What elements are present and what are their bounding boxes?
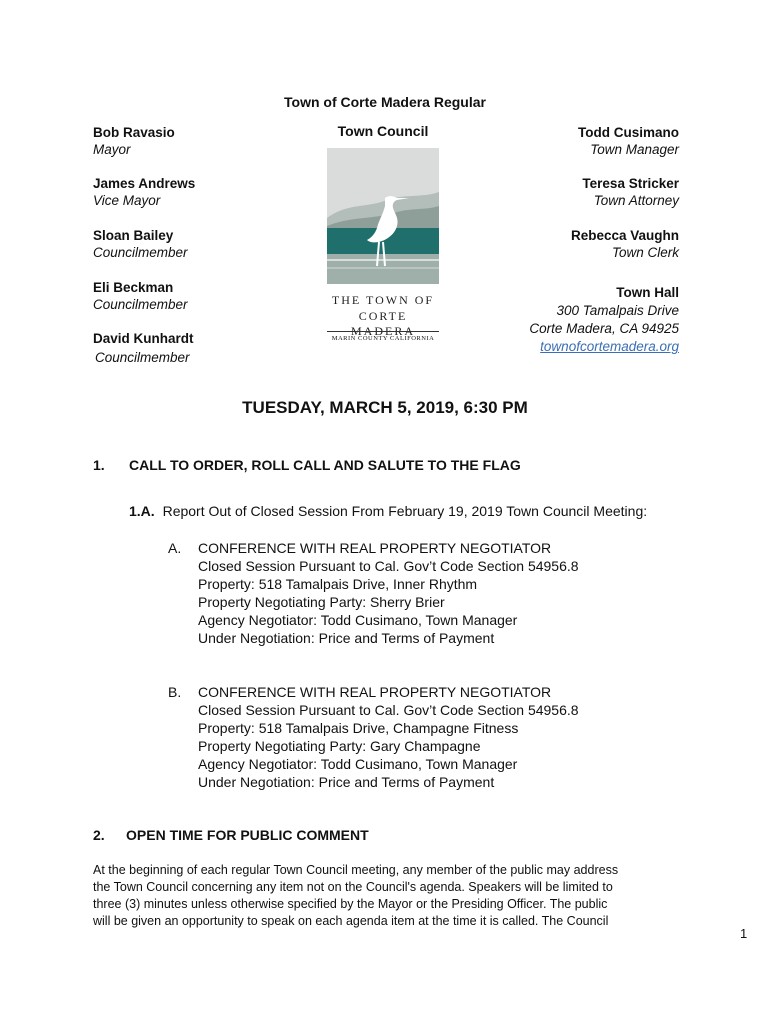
official-role: Councilmember (93, 297, 188, 312)
subitem-line: CONFERENCE WITH REAL PROPERTY NEGOTIATOR (198, 540, 552, 556)
subitem-letter: A. (168, 540, 182, 556)
official-role: Mayor (93, 142, 131, 157)
official-town-clerk (571, 228, 679, 260)
section-number: 2. (93, 827, 105, 843)
official-role: Councilmember (93, 245, 188, 260)
paragraph-line: will be given an opportunity to speak on each agenda item at the time it is called. The Council (93, 914, 609, 928)
official-role: Town Attorney (593, 193, 679, 208)
paragraph-line: the Town Council concerning any item not on the Council's agenda. Speakers will be limited to (93, 880, 613, 894)
official-name: Sloan Bailey (93, 228, 174, 243)
item-number: 1.A. (129, 503, 155, 519)
subitem-line: Agency Negotiator: Todd Cusimano, Town Manager (198, 612, 518, 628)
subitem-line: CONFERENCE WITH REAL PROPERTY NEGOTIATOR (198, 684, 552, 700)
subitem-line: Property Negotiating Party: Gary Champagne (198, 738, 481, 754)
official-role: Town Clerk (611, 245, 679, 260)
official-name: David Kunhardt (93, 331, 194, 346)
official-vice-mayor (93, 176, 195, 208)
official-name: Todd Cusimano (578, 125, 679, 140)
official-councilmember (93, 228, 188, 260)
website-link[interactable]: townofcortemadera.org (540, 339, 679, 354)
official-mayor (93, 125, 175, 157)
item-text: Report Out of Closed Session From February 19, 2019 Town Council Meeting: (162, 503, 648, 519)
official-name: James Andrews (93, 176, 196, 191)
subitem-a (198, 539, 579, 647)
page-title: Town of Corte Madera Regular (284, 94, 486, 110)
official-role: Town Manager (590, 142, 679, 157)
official-name: Eli Beckman (93, 280, 174, 295)
section-number: 1. (93, 457, 105, 473)
logo-text-line1: THE TOWN OF (331, 293, 435, 307)
official-role: Vice Mayor (93, 193, 161, 208)
official-councilmember (93, 331, 194, 365)
subitem-line: Property Negotiating Party: Sherry Brier (198, 594, 445, 610)
subitem-line: Closed Session Pursuant to Cal. Gov’t Code Section 54956.8 (198, 558, 579, 574)
meeting-date: TUESDAY, MARCH 5, 2019, 6:30 PM (242, 398, 528, 417)
address-line: Corte Madera, CA 94925 (529, 321, 679, 336)
heron-logo-icon (327, 148, 439, 284)
subitem-line: Under Negotiation: Price and Terms of Payment (198, 630, 495, 646)
subitem-line: Under Negotiation: Price and Terms of Payment (198, 774, 495, 790)
agenda-item (129, 503, 647, 519)
section-title: OPEN TIME FOR PUBLIC COMMENT (126, 827, 369, 843)
official-town-attorney (582, 176, 679, 208)
logo-text-line3: MARIN COUNTY CALIFORNIA (327, 331, 439, 342)
subitem-line: Agency Negotiator: Todd Cusimano, Town Manager (198, 756, 518, 772)
address-line: 300 Tamalpais Drive (556, 303, 679, 318)
section-title: CALL TO ORDER, ROLL CALL AND SALUTE TO THE FLAG (129, 457, 521, 473)
paragraph-line: three (3) minutes unless otherwise specified by the Mayor or the Presiding Officer. The public (93, 897, 608, 911)
official-name: Rebecca Vaughn (570, 228, 679, 243)
public-comment-paragraph (93, 862, 618, 930)
official-town-manager (578, 125, 679, 157)
subitem-line: Closed Session Pursuant to Cal. Gov’t Code Section 54956.8 (198, 702, 579, 718)
logo-text-line2: CORTE MADERA (350, 309, 415, 338)
town-hall-address (529, 284, 679, 356)
official-name: Bob Ravasio (93, 125, 175, 140)
subitem-letter: B. (168, 684, 182, 700)
official-role: Councilmember (95, 350, 190, 365)
subitem-line: Property: 518 Tamalpais Drive, Inner Rhythm (198, 576, 478, 592)
official-councilmember (93, 280, 188, 312)
page-subtitle: Town Council (337, 123, 429, 139)
official-name: Teresa Stricker (582, 176, 679, 191)
paragraph-line: At the beginning of each regular Town Council meeting, any member of the public may address (93, 863, 619, 877)
town-hall-label: Town Hall (616, 285, 679, 300)
page-number: 1 (740, 926, 748, 941)
subitem-b (198, 683, 579, 791)
subitem-line: Property: 518 Tamalpais Drive, Champagne Fitness (198, 720, 519, 736)
town-logo (327, 148, 439, 284)
